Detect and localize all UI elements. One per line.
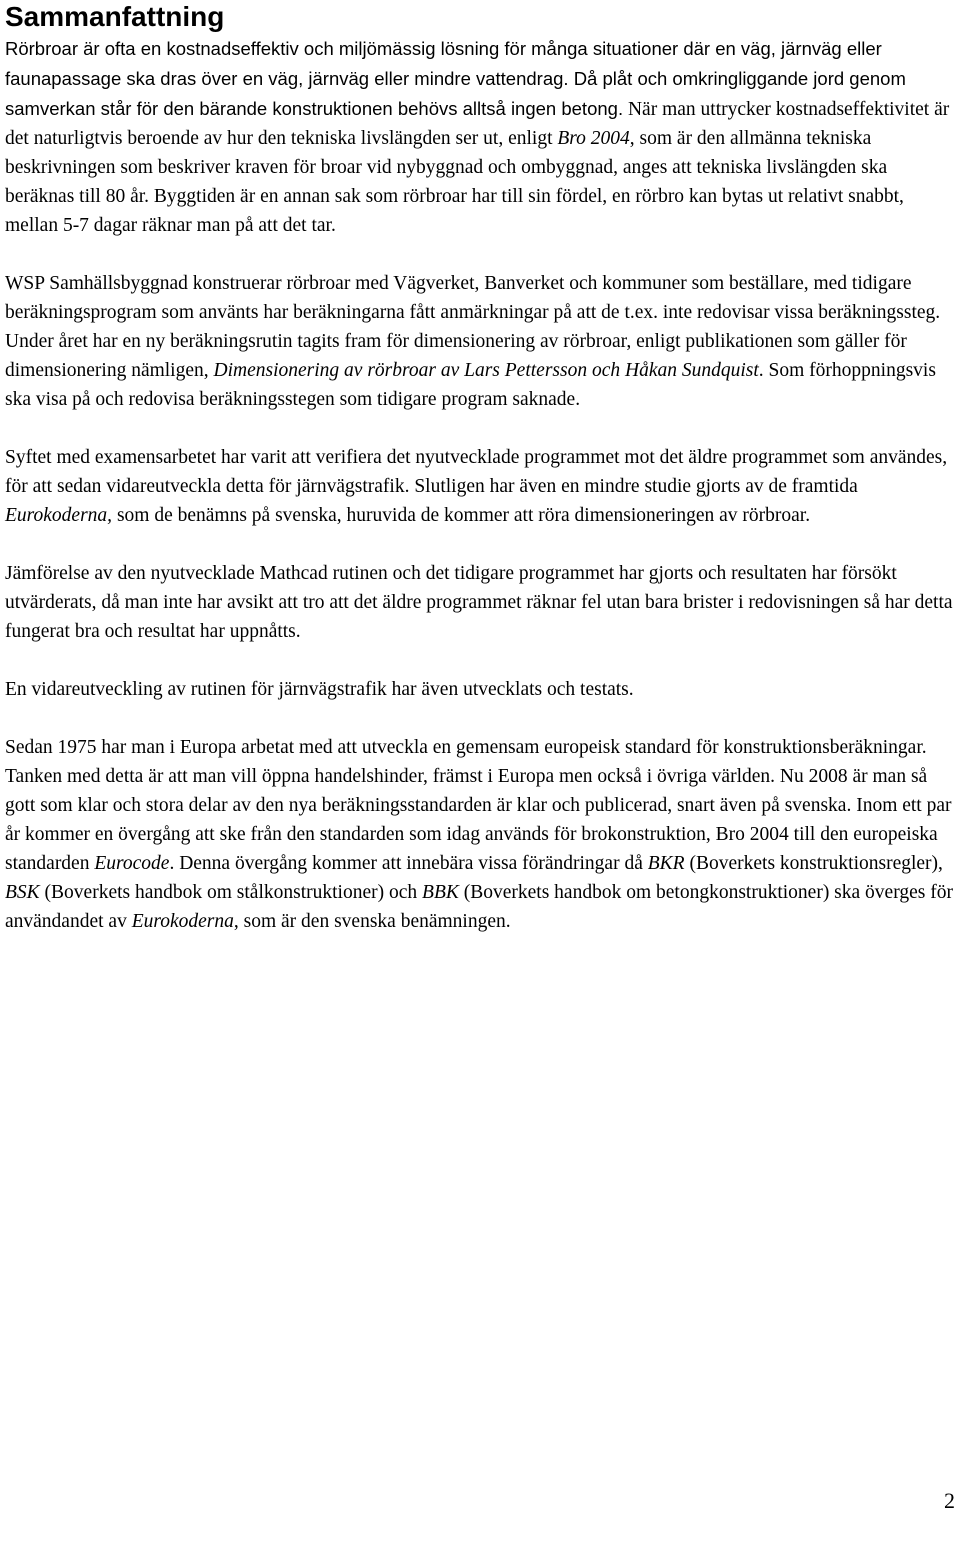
text-segment: , som är den allmänna tekniska beskrivningen som beskriver kraven för broar vid nybyggnad och ombyggnad, anges att tekniska livslängden ska beräknas till 80 år. — [5, 128, 888, 207]
reference-publication: Dimensionering av rörbroar av Lars Pettersson och Håkan Sundquist — [213, 360, 759, 381]
page-number: 2 — [944, 1488, 955, 1513]
text-segment: . Denna övergång kommer att innebära vissa förändringar då — [169, 853, 643, 874]
text-segment: som de benämns på svenska, huruvida de kommer att röra dimensioneringen av rörbroar. — [116, 505, 811, 526]
text-segment: (Boverkets handbok om stålkonstruktioner) och — [44, 882, 418, 903]
text-segment: (Boverkets konstruktionsregler), — [689, 853, 943, 874]
page-title: Sammanfattning — [5, 1, 225, 32]
reference-bbk: BBK — [422, 882, 459, 903]
document-page — [5, 0, 955, 936]
text-segment: . Som förhoppningsvis ska visa på och redovisa beräkningsstegen som tidigare program saknade. — [5, 360, 936, 410]
text-segment: , som är den svenska benämningen. — [233, 911, 511, 932]
text-segment: WSP Samhällsbyggnad konstruerar rörbroar med Vägverket, Banverket och kommuner som beställare, med tidigare beräkningsprogram som använts har beräkningarna fått anmärkningar på att de t.ex. inte redovisar vissa beräkningssteg. Under året har en ny beräkningsrutin tagits fram för dimensionering av rörbroar, enligt publikationen som gäller för dimensionering nämligen, — [5, 273, 941, 381]
paragraph-purpose — [5, 443, 955, 530]
reference-bro-2004: Bro 2004 — [557, 128, 630, 149]
paragraph-wsp — [5, 269, 955, 414]
text-segment: När man uttrycker kostnadseffektivitet är det naturligtvis beroende av hur den tekniska livslängden ser ut, enligt — [5, 99, 950, 149]
text-segment: Syftet med examensarbetet har varit att verifiera det nyutvecklade programmet mot det äldre programmet som användes, för att sedan vidareutveckla detta för järnvägstrafik. Slutligen har även en mindre studie gjorts av de framtida — [5, 447, 948, 497]
reference-bsk: BSK — [5, 882, 40, 903]
reference-bkr: BKR — [647, 853, 685, 874]
reference-eurokoderna-2: Eurokoderna — [131, 911, 234, 932]
text-segment: Byggtiden är en annan sak som rörbroar har till sin fördel, en rörbro kan bytas ut relativt snabbt, mellan 5-7 dagar räknar man på att det tar. — [5, 186, 904, 236]
text-segment: (Boverkets handbok om betongkonstruktioner) ska överges för användandet av — [5, 882, 953, 932]
reference-eurokoderna: Eurokoderna, — [5, 505, 113, 526]
text-segment: Sedan 1975 har man i Europa arbetat med att utveckla en gemensam europeisk standard för konstruktionsberäkningar. Tanken med detta är att man vill öppna handelshinder, främst i Europa men också i övriga världen. Nu 2008 är man så gott som klar och stora delar av den nya beräkningsstandarden är klar och publicerad, snart även på svenska. Inom ett par år kommer en övergång att ske från den standarden som idag används för brokonstruktion, Bro 2004 till den europeiska standarden — [5, 737, 952, 874]
paragraph-comparison: Jämförelse av den nyutvecklade Mathcad rutinen och det tidigare programmet har gjorts och resultaten har försökt utvärderats, då man inte har avsikt att tro att det äldre programmet räknar fel utan bara brister i redovisningen så har detta fungerat bra och resultat har uppnåtts. — [5, 563, 953, 642]
intro-sans-text: Rörbroar är ofta en kostnadseffektiv och miljömässig lösning för många situationer där en väg, järnväg eller faunapassage ska dras över en väg, järnväg eller mindre vattendrag. Då plåt och omkringliggande jord genom samverkan står för den bärande konstruktionen behövs alltså ingen betong. — [5, 38, 906, 119]
paragraph-development: En vidareutveckling av rutinen för järnvägstrafik har även utvecklats och testats. — [5, 679, 634, 700]
paragraph-summary-intro — [5, 34, 955, 240]
paragraph-eurocode — [5, 733, 955, 936]
reference-eurocode: Eurocode — [94, 853, 170, 874]
